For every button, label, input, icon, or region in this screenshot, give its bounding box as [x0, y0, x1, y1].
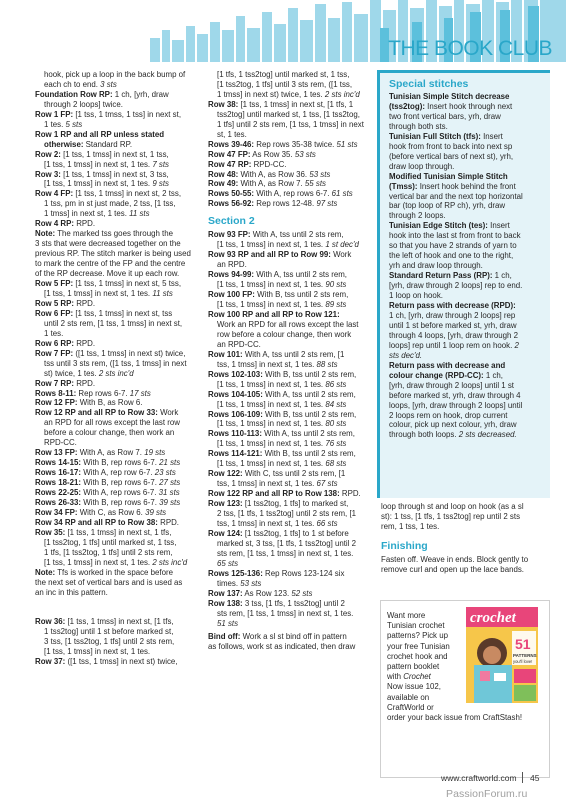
text-line: Rows 125-136: Rep Rows 123-124 six [208, 568, 345, 578]
text-line: marked st, 3 tss, [1 tfs, 1 tss2tog] until 2 [217, 538, 357, 548]
text-line: Row 1 RP and all RP unless stated [35, 129, 165, 139]
promo-line: Want more [387, 611, 426, 620]
promo-line: your free Tunisian [387, 641, 450, 651]
text-line: Rows 22-25: With A, rep rows 6-7. 31 sts [35, 488, 180, 498]
text-line: Row 122: With C, tss until 2 sts rem, [1 [208, 469, 346, 479]
text-line: Row 101: With A, tss until 2 sts rem, [1 [208, 349, 345, 359]
text-line: Row 100 RP and all RP to Row 121: [208, 309, 340, 319]
watermark: PassionForum.ru [446, 788, 528, 800]
section-2-rows [208, 230, 374, 652]
section-2-heading: Section 2 [208, 215, 255, 228]
promo-line: Tunisian crochet [387, 621, 445, 631]
bind-off-continued [381, 502, 551, 532]
promo-line: patterns? Pick up [387, 631, 448, 641]
text-line: [1 tss2tog, 1 tfs] until marked st, 1 tss, [44, 537, 177, 547]
promo-line: with Crochet [387, 672, 431, 682]
text-line: Row 3: [1 tss, 1 tmss] in next st, 3 tss, [35, 169, 169, 179]
text-line: Row 6 FP: [1 tss, 1 tmss] in next st, tss [35, 308, 173, 318]
text-line: [1 tss, 1 tmss] in next st, 1 tes. 90 sts [217, 280, 347, 290]
text-line: otherwise: Standard RP. [44, 139, 133, 149]
text-line: vertical bar and the next top horizontal [389, 191, 523, 201]
text-line: Row 36: [1 tss, 1 tmss] in next st, [1 tfs, [35, 617, 174, 627]
text-line: an RPD-CC. [217, 339, 261, 349]
text-line: Row 5 FP: [1 tss, 1 tmss] in next st, 5 tss, [35, 279, 182, 289]
text-line: [1 tss, 1 tmss] in next st, 1 tes. 76 sts [217, 439, 347, 449]
promo-line: pattern booklet [387, 662, 440, 672]
text-line: 51 sts [217, 618, 239, 628]
text-line: remove curl and open up the lace bands. [381, 564, 525, 574]
text-line: hook from front to back into next sp [389, 141, 513, 151]
text-line: colour change (RPD-CC): 1 ch, [389, 370, 504, 380]
text-line: Row 34 FP: With C, as Row 6. 39 sts [35, 507, 167, 517]
section-title: THE BOOK CLUB [388, 37, 552, 60]
text-line: tss2tog] until marked st, 1 tss, [1 tss2tog, [217, 109, 360, 119]
text-line: Row 47 RP: RPD-CC. [208, 159, 287, 169]
text-line: an RPD for all rows except the last row [44, 418, 180, 428]
text-line: [yrh, draw through 2 loops] rep to end. [389, 281, 523, 291]
text-line: Row 7 FP: ([1 tss, 1 tmss] in next st) twice, [35, 348, 186, 358]
text-line: [1 tss, 1 tmss] in next st, 1 tes. 68 sts [217, 459, 347, 469]
text-line: sts rem, [1 tss, 1 tmss] in next st, 1 tes. [217, 608, 354, 618]
text-line: hook into the last st from front to back [389, 231, 521, 241]
promo-line: crochet hook and [387, 651, 448, 661]
pattern-column-3 [381, 502, 551, 575]
text-line: 2 tss, [1 tfs, 1 tss2tog] until 2 sts rem, [1 [217, 509, 357, 519]
text-line: to mark the centre of the FP and the centre [35, 259, 186, 269]
text-line: Rows 39-46: Rep rows 35-38 twice. 51 sts [208, 139, 358, 149]
text-line: the left of hook and one to the right, [389, 251, 514, 261]
text-line: Row 38: [1 tss, 1 tmss] in next st, [1 tfs, 1 [208, 99, 354, 109]
text-line: colour, pick up next colour, yrh, draw [389, 420, 517, 430]
text-line: Row 93 FP: With A, tss until 2 sts rem, [208, 230, 344, 240]
text-line: [1 tss2tog, 1 tfs] until 3 sts rem, ([1 tss, [217, 79, 353, 89]
text-line: 65 sts [217, 558, 239, 568]
text-line: [1 tss, 1 tmss] in next st, 1 tes. [44, 647, 151, 657]
text-line: bar (top loop of RP ch), yrh, draw [389, 201, 506, 211]
text-line: Row 7 RP: RPD. [35, 378, 96, 388]
text-line: Row 4 RP: RPD. [35, 219, 96, 229]
text-line: Note: Tfs is worked in the space before [35, 567, 174, 577]
text-line: 1 tmss] in next st, 1 tes. 11 sts [44, 209, 150, 219]
text-line: an inc in this pattern. [35, 587, 108, 597]
cover-title: crochet [470, 610, 516, 626]
text-line: Rows 102-103: With B, tss until 2 sts rem, [208, 369, 357, 379]
text-line: Row 124: [1 tss2tog, 1 tfs] to 1 st before [208, 528, 349, 538]
text-line: st) twice, 1 tes. 2 sts inc'd [44, 368, 134, 378]
text-line: each ch to end. 3 sts [44, 79, 117, 89]
finishing-text [381, 555, 551, 575]
text-line: Rows 50-55: With A, rep rows 6-7. 61 sts [208, 189, 353, 199]
text-line: [1 tfs, 1 tss2tog] until marked st, 1 tss, [217, 70, 350, 79]
text-line: Tunisian Simple Stitch decrease [389, 92, 510, 101]
magazine-name: Crochet [403, 672, 431, 682]
text-line: Work an RPD for all rows except the last [217, 319, 359, 329]
text-line: [1 tss, 1 tmss] in next st, 1 tes. 1 st dec'd [217, 240, 359, 250]
footer-website: www.craftworld.com [441, 773, 517, 783]
footer-divider [522, 772, 523, 783]
text-line: row before a colour change, then work [217, 329, 352, 339]
promo-line: CraftWorld or [387, 702, 434, 712]
text-line: Row 6 RP: RPD. [35, 338, 96, 348]
text-line: [1 tss, 1 tmss] in next st, 1 tes. 11 sts [44, 288, 173, 298]
cover-subtitle-2: you'll love! [513, 659, 533, 664]
text-line: 1 tes. [44, 328, 64, 338]
text-line: through both loops. 2 sts decreased. [389, 430, 517, 440]
text-line: Rows 56-92: Rep rows 12-48. 97 sts [208, 199, 338, 209]
text-line: [1 tss, 1 tmss] in next st, 1 tes. 84 sts [217, 399, 347, 409]
text-line: Return pass with decrease and [389, 360, 506, 370]
text-line: until 1 st before marked st, yrh, draw [389, 320, 517, 330]
text-line: through 2 loops] twice. [44, 99, 123, 109]
text-line: Rows 114-121: With B, tss until 2 sts rem, [208, 449, 356, 459]
text-line: [1 tss, 1 tmss] in next st, 1 tes. 89 sts [217, 300, 347, 310]
text-line: 1 tfs] until 2 sts rem, [1 tss, 1 tmss] in next [217, 119, 364, 129]
text-line: Rows 26-33: With B, rep rows 6-7. 39 sts [35, 497, 181, 507]
text-line: Row 12 FP: With B, as Row 6. [35, 398, 143, 408]
text-line: through 2 loops. [389, 211, 446, 221]
text-line: previous RP. The stitch marker is being used [35, 249, 191, 259]
text-line: Row 47 FP: As Row 35. 53 sts [208, 149, 316, 159]
text-line: so that you have 2 strands of yarn to [389, 241, 517, 251]
text-line: Rows 94-99: With A, tss until 2 sts rem, [208, 270, 348, 280]
text-line: 1 tss2tog] until 1 st before marked st, [44, 627, 174, 637]
promo-box [380, 600, 550, 778]
text-line: Row 48: With A, as Row 36. 53 sts [208, 169, 331, 179]
text-line: loop through st and loop on hook (as a sl [381, 502, 524, 511]
text-line: loops, [yrh, draw through 2 loops] until [389, 400, 523, 410]
text-line: tss, 1 tmss] in next st, 1 tes. 67 sts [217, 479, 338, 489]
page-footer [0, 768, 566, 800]
text-line: [1 tss, 1 tmss] in next st, 1 tes. 86 sts [217, 379, 347, 389]
masthead [0, 0, 566, 62]
text-line: Row 137: As Row 123. 52 sts [208, 588, 313, 598]
text-line: Row 4 FP: [1 tss, 1 tmss] in next st, 2 tss, [35, 189, 182, 199]
text-line: 1 tss, pm in st just made, 2 tss, [1 tss, [44, 199, 176, 209]
text-line: Row 5 RP: RPD. [35, 298, 96, 308]
text-line: Row 2: [1 tss, 1 tmss] in next st, 1 tss, [35, 149, 169, 159]
text-line: sts dec'd. [389, 350, 423, 360]
text-line: 3 sts that were decreased together on the [35, 239, 181, 249]
special-stitches-panel [377, 70, 550, 498]
text-line: Row 138: 3 tss, [1 tfs, 1 tss2tog] until 2 [208, 598, 345, 608]
text-line: until 2 sts rem, [1 tss, 1 tmss] in next st, [44, 318, 183, 328]
text-line: Row 35: [1 tss, 1 tmss] in next st, 1 tfs, [35, 527, 172, 537]
text-line: yrh and draw loop through. [389, 261, 483, 271]
text-line: st, 1 tes. [217, 129, 247, 139]
text-line: Row 34 RP and all RP to Row 38: RPD. [35, 517, 179, 527]
section-1-rows [208, 70, 374, 209]
promo-line: available on [387, 692, 430, 702]
text-line: [yrh, draw through 2 loops] until 1 st [389, 380, 515, 390]
text-line: Row 93 RP and all RP to Row 99: Work [208, 250, 352, 260]
text-line: (Tmss): Insert hook behind the front [389, 181, 516, 191]
text-line: through 4 loops, [yrh, draw through 2 [389, 330, 518, 340]
text-line: st): 1 tss, [1 tfs, 1 tss2tog] rep until 2 sts [381, 511, 521, 521]
text-line: tss, 1 tmss] in next st, 1 tes. 88 sts [217, 359, 338, 369]
text-line: RPD-CC. [44, 438, 77, 448]
text-line: Row 12 RP and all RP to Row 33: Work [35, 408, 179, 418]
magazine-cover-image [466, 607, 538, 703]
promo-line: order your back issue from CraftStash! [387, 713, 523, 723]
promo-line: Now issue 102, [387, 682, 441, 692]
text-line: of the RP decrease. Move it up each row. [35, 269, 180, 279]
text-line: [1 tss, 1 tmss] in next st, 1 tes. 7 sts [44, 159, 169, 169]
text-line: Tunisian Full Stitch (tfs): Insert [389, 131, 503, 141]
text-line: as follows, work st as indicated, then draw [208, 642, 356, 652]
text-line: [1 tss, 1 tmss] in next st, 1 tes. 9 sts [44, 179, 169, 189]
text-line: Fasten off. Weave in ends. Block gently to [381, 554, 529, 564]
text-line: through both sts. [389, 121, 448, 131]
text-line: Row 100 FP: With B, tss until 2 sts rem, [208, 290, 349, 300]
text-line: draw loop through. [389, 161, 455, 171]
text-line: the next set of vertical bars and is used as [35, 577, 183, 587]
text-line: Note: The marked tss goes through the [35, 229, 174, 239]
text-line: Rows 8-11: Rep rows 6-7. 17 sts [35, 388, 151, 398]
text-line: tss, 1 tmss] in next st, 1 tes. 66 sts [217, 518, 338, 528]
text-line [35, 598, 205, 608]
text-line: Rows 104-105: With A, tss until 2 sts rem, [208, 389, 356, 399]
text-line: 1 loop on hook. [389, 291, 443, 301]
text-line: (before vertical bars of next st), yrh, [389, 151, 514, 161]
text-line: Rows 110-113: With A, tss until 2 sts rem, [208, 429, 355, 439]
special-stitches-heading: Special stitches [389, 78, 469, 90]
text-line [35, 607, 205, 617]
text-line: (tss2tog): Insert hook through next [389, 101, 513, 111]
pattern-column-1 [35, 70, 205, 667]
text-line: Row 1 FP: [1 tss, 1 tmss, 1 tss] in next st, [35, 109, 182, 119]
text-line: Standard Return Pass (RP): 1 ch, [389, 271, 512, 281]
cover-number: 51 [515, 636, 531, 652]
text-line: hook, pick up a loop in the back bump of [44, 70, 186, 79]
text-line: Bind off: Work a sl st bind off in pattern [208, 632, 347, 642]
text-line: Rows 106-109: With B, tss until 2 sts rem, [208, 409, 357, 419]
text-line: tss until 3 sts rem, ([1 tss, 1 tmss] in next [44, 358, 187, 368]
text-line: before marked st, yrh, draw through 4 [389, 390, 521, 400]
text-line: Row 123: [1 tss2tog, 1 tfs] to marked st, [208, 499, 349, 509]
text-line: two front vertical bars, yrh, draw [389, 111, 501, 121]
text-line: Row 13 FP: With A, as Row 7. 19 sts [35, 448, 166, 458]
text-line: Return pass with decrease (RPD): [389, 301, 516, 311]
text-line: Modified Tunisian Simple Stitch [389, 171, 508, 181]
text-line: 1 ch, [yrh, draw through 2 loops] rep [389, 310, 516, 320]
text-line: 1 tfs, [1 tss2tog, 1 tfs] until 2 sts rem, [44, 547, 173, 557]
text-line: Row 49: With A, as Row 7. 55 sts [208, 179, 326, 189]
special-stitches-list [389, 92, 549, 440]
text-line: [1 tss, 1 tmss] in next st, 1 tes. 80 sts [217, 419, 347, 429]
page-number: 45 [530, 773, 540, 783]
text-line: 1 tmss] in next st) twice, 1 tes. 2 sts inc'd [217, 89, 360, 99]
pattern-column-2 [208, 70, 374, 652]
text-line: Rows 16-17: With A, rep row 6-7. 23 sts [35, 468, 176, 478]
text-line: times. 53 sts [217, 578, 262, 588]
text-line: Tunisian Edge Stitch (tes): Insert [389, 221, 510, 231]
text-line: sts rem, [1 tss, 1 tmss] in next st, 1 tes. [217, 548, 354, 558]
text-line: loops] rep until 1 loop rem on hook. 2 [389, 340, 519, 350]
text-line: 2 loops rem on hook, drop current [389, 410, 508, 420]
text-line: an RPD. [217, 260, 247, 270]
text-line: [1 tss, 1 tmss] in next st, 1 tes. 2 sts inc'd [44, 557, 188, 567]
finishing-heading: Finishing [381, 539, 428, 552]
text-line: Row 37: ([1 tss, 1 tmss] in next st) twice, [35, 657, 178, 667]
text-line: 1 tes. 5 sts [44, 119, 83, 129]
text-line: 3 tss, [1 tss2tog, 1 tfs] until 2 sts rem, [44, 637, 175, 647]
text-line: Row 122 RP and all RP to Row 138: RPD. [208, 489, 361, 499]
cover-subtitle: PATTERNS [513, 653, 537, 658]
text-line: before a colour change, then work an [44, 428, 175, 438]
text-line: Rows 18-21: With B, rep rows 6-7. 27 sts [35, 478, 181, 488]
text-line: rem, 1 tss, 1 tes. [381, 521, 440, 531]
text-line: Foundation Row RP: 1 ch, [yrh, draw [35, 89, 169, 99]
text-line: Rows 14-15: With B, rep rows 6-7. 21 sts [35, 458, 181, 468]
